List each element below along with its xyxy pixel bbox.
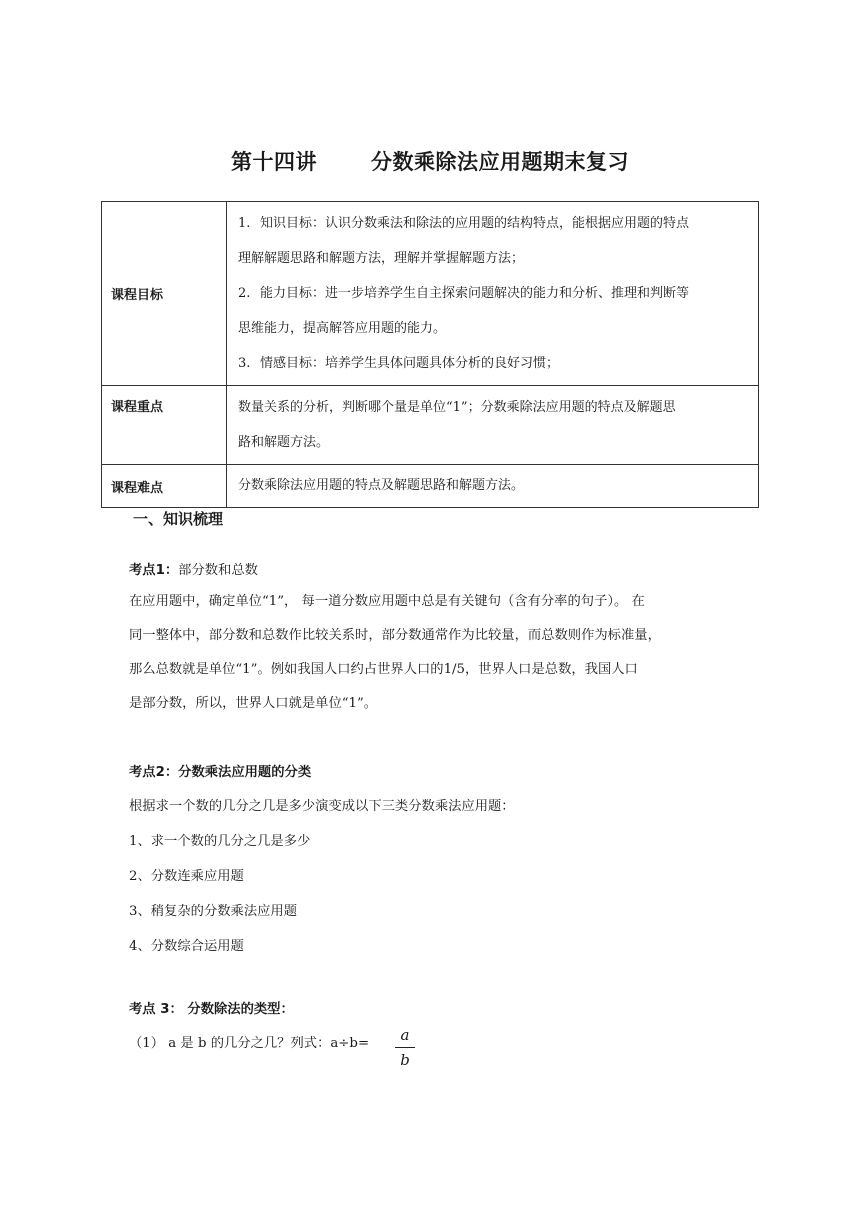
goals-label: 课程目标: [102, 202, 227, 386]
goal-item: 3. 情感目标：培养学生具体问题具体分析的良好习惯；: [238, 356, 560, 371]
kp1-heading: 考点1：部分数和总数: [129, 563, 258, 578]
page-title: [0, 146, 860, 176]
fraction-denominator: b: [400, 1051, 410, 1069]
kp1-paragraph: 在应用题中，确定单位“1”， 每一道分数应用题中总是有关键句（含有分率的句子）。 在 同一整体中，部分数和总数作比较关系时，部分数通常作为比较量，而总数则作为标准量， 那么总数就是单位“1”。例如我国人口约占世界人口的1/5，世界人口是总数，我国人口 是部分数，所以，世界人口就是单位“1”。: [129, 594, 661, 711]
difficulties-content: 分数乘除法应用题的特点及解题思路和解题方法。: [227, 465, 759, 508]
key-points-label: 课程重点: [102, 386, 227, 465]
goal-item-continued: 思维能力，提高解答应用题的能力。: [238, 321, 447, 336]
kp3-heading: 考点 3： 分数除法的类型：: [129, 1002, 294, 1017]
course-info-table: [101, 201, 759, 508]
kp3-item: （1） a 是 b 的几分之几？列式：a÷b=: [129, 1036, 370, 1051]
fraction-a-over-b: [395, 1026, 415, 1069]
kp2-block: [129, 763, 729, 964]
kp3-block: [129, 1000, 729, 1061]
list-item: 3、稍复杂的分数乘法应用题: [129, 904, 298, 919]
table-row: [102, 465, 759, 508]
table-row: [102, 386, 759, 465]
goal-item-continued: 理解解题思路和解题方法，理解并掌握解题方法；: [238, 251, 525, 266]
kp1-block: [129, 561, 729, 721]
list-item: 1、求一个数的几分之几是多少: [129, 834, 311, 849]
table-row: [102, 202, 759, 386]
kp2-heading: 考点2：分数乘法应用题的分类: [129, 765, 312, 780]
list-item: 4、分数综合运用题: [129, 939, 244, 954]
list-item: 2、分数连乘应用题: [129, 869, 244, 884]
fraction-numerator: a: [400, 1026, 410, 1044]
goal-item: 1. 知识目标：认识分数乘法和除法的应用题的结构特点，能根据应用题的特点: [238, 216, 690, 231]
section-heading: 一、知识梳理: [133, 510, 224, 528]
goals-content: [227, 202, 759, 386]
difficulties-label: 课程难点: [102, 465, 227, 508]
lecture-number: 第十四讲: [231, 150, 317, 174]
key-points-content: 数量关系的分析，判断哪个量是单位“1”；分数乘除法应用题的特点及解题思 路和解题方法。: [227, 386, 759, 465]
lecture-topic: 分数乘除法应用题期末复习: [371, 150, 629, 174]
kp2-intro: 根据求一个数的几分之几是多少演变成以下三类分数乘法应用题：: [129, 799, 515, 814]
goal-item: 2. 能力目标：进一步培养学生自主探索问题解决的能力和分析、推理和判断等: [238, 286, 690, 301]
fraction-bar: [395, 1047, 415, 1048]
